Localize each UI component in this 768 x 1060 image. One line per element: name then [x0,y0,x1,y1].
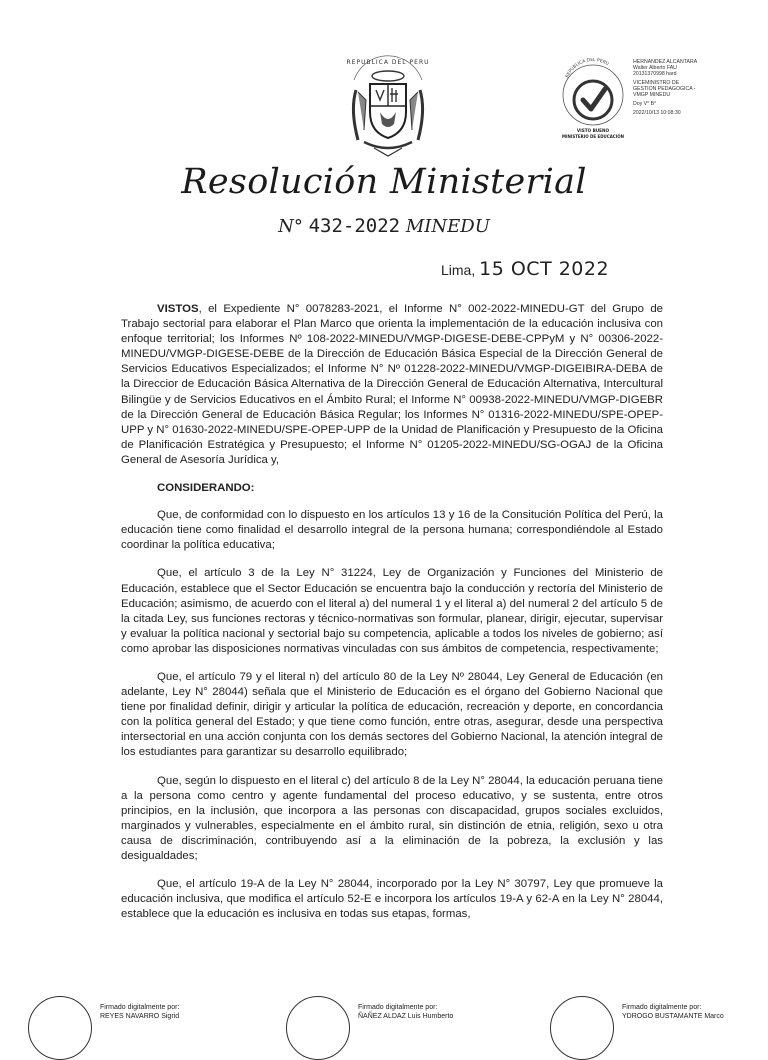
stamp-signer-role-line3: VMGP MINEDU [633,92,671,98]
resolution-number-suffix: MINEDU [405,216,490,237]
vistos-label: VISTOS [157,303,199,315]
considerando-paragraph: Que, el artículo 79 y el literal n) del artículo 80 de la Ley Nº 28044, Ley General de Educación (en adelante, Ley N° 28044) señala que el Ministerio de Educación es el órgano del Gobierno Nacional que tiene por finalidad definir, dirigir y articular la política de educación, recreación y deporte, en concordancia con la política general del Estado; y que tiene como función, entre otras, asegurar, desde una perspectiva intersectorial en una acción conjunta con los demás sectores del Gobierno Nacional, la atención integral de los estudiantes para garantizar su desarrollo equilibrado; [121,670,663,759]
digital-stamp-metadata [633,59,753,116]
considerando-paragraph: Que, de conformidad con lo dispuesto en los artículos 13 y 16 de la Consitución Política del Perú, la educación tiene como finalidad el desarrollo integral de la persona humana; correspondiéndole al Estado coordinar la política educativa; [121,509,663,552]
signature-seal-icon [550,996,614,1060]
stamp-signer-given-name: Walter Alberto FAU [633,65,677,71]
stamp-signer-name: HERNANDEZ ALCANTARA [633,59,698,65]
vistos-paragraph [121,302,663,468]
considerando-paragraph: Que, el artículo 3 de la Ley N° 31224, Ley de Organización y Funciones del Ministerio de Educación, establece que el Sector Educación se encuentra bajo la conducción y rectoría del Ministerio de Educación; asimismo, de acuerdo con el literal a) del numeral 1 y el literal a) del numeral 2 del artículo 5 de la citada Ley, sus funciones rectoras y técnico-normativas son formular, planear, dirigir, ejecutar, supervisar y evaluar la política nacional y sectorial bajo su competencia, aplicable a todos los niveles de gobierno; así como aprobar las disposiciones normativas vinculadas con sus ámbitos de competencia, respectivamente; [121,567,663,655]
signature-label: Firmado digitalmente por: [100,1004,180,1011]
resolution-number-prefix: N° [278,216,303,237]
svg-text:REPUBLICA DEL PERU: REPUBLICA DEL PERU [346,59,430,66]
stamp-signer-role-line2: GESTION PEDAGOGICA - [633,86,696,92]
considerando-paragraph: Que, según lo dispuesto en el literal c) del artículo 8 de la Ley N° 28044, la educación peruana tiene a la persona como centro y agente fundamental del proceso educativo, y se sustenta, entre otros principios, en la inclusión, que incorpora a las personas con discapacidad, grupos sociales excluidos, marginados y vulnerables, especialmente en el ámbito rural, sin distinción de etnia, religión, sexo u otra causa de discriminación, contribuyendo así a la eliminación de la pobreza, la exclusión y las desigualdades; [121,774,663,862]
signature-label: Firmado digitalmente por: [622,1004,702,1011]
signature-seal-icon [286,996,350,1060]
signature-text [622,1003,724,1021]
stamp-signer-id: 20131370998 hard [633,71,677,77]
resolution-date [441,258,609,280]
considerando-paragraph: Que, el artículo 19-A de la Ley N° 28044, incorporado por la Ley N° 30797, Ley que promueve la educación inclusiva, que modifica el artículo 52-E e incorpora los artículos 19-A y 62-A en la Ley N° 28044, establece que la educación es inclusiva en todas sus etapas, formas, [121,878,663,921]
considerando-heading: CONSIDERANDO: [157,482,255,495]
signature-signer: YDROGO BUSTAMANTE Marco [622,1013,724,1020]
stamp-timestamp: 2022/10/13 10:08:30 [633,110,681,116]
signature-text [358,1003,453,1021]
svg-text:REPUBLICA DEL PERU: REPUBLICA DEL PERU [565,58,610,79]
svg-text:VISTO BUENO: VISTO BUENO [576,128,610,133]
signature-signer: ÑAÑEZ ALDAZ Luis Humberto [358,1013,454,1020]
signature-signer: REYES NAVARRO Sigrid [100,1013,180,1020]
vistos-text: , el Expediente N° 0078283-2021, el Informe N° 002-2022-MINEDU-GT del Grupo de Trabajo sectorial para elaborar el Plan Marco que orienta la implementación de la educación inclusiva con enfoque territorial; los Informes Nº 108-2022-MINEDU/VMGP-DIGESE-DEBE-CPPyM y N° 00306-2022-MINEDU/VMGP-DIGESE-DEBE de la Dirección de Educación Básica Especial de la Dirección General de Servicios Educativos Especializados; el Informe N° Nº 01228-2022-MINEDU/VMGP-DIGEIBIRA-DEBA de la Direccior de Educación Básica Alternativa de la Dirección General de Educación Alternativa, Intercultural Bilingüe y de Servicios Educativos en el Ámbito Rural; el Informe N° 00938-2022-MINEDU/VMGP-DIGEBR de la Dirección General de Educación Básica Regular; los Informes N° 01316-2022-MINEDU/SPE-OPEP-UPP y N° 01630-2022-MINEDU/SPE-OPEP-UPP de la Unidad de Planificación y Presupuesto de la Oficina de Planificación Estratégica y Presupuesto; el Informe N° 01205-2022-MINEDU/SG-OGAJ de la Oficina General de Asesoría Jurídica y, [121,303,663,466]
stamp-approval: Doy V° B° [633,101,657,107]
resolution-number [0,215,768,237]
resolution-number-value: 432-2022 [308,215,401,237]
document-body [121,302,663,935]
svg-text:MINISTERIO DE EDUCACIÓN: MINISTERIO DE EDUCACIÓN [562,134,624,139]
signature-seal-icon [28,996,92,1060]
stamp-signer-role-line1: VICEMINISTRO DE [633,80,680,86]
visto-bueno-seal [556,58,630,142]
coat-of-arms-emblem [344,50,432,158]
date-place: Lima, [441,262,476,278]
signature-text [100,1003,179,1021]
date-value: 15 OCT 2022 [479,258,610,280]
document-title: Resolución Ministerial [181,162,587,202]
signature-label: Firmado digitalmente por: [358,1004,438,1011]
